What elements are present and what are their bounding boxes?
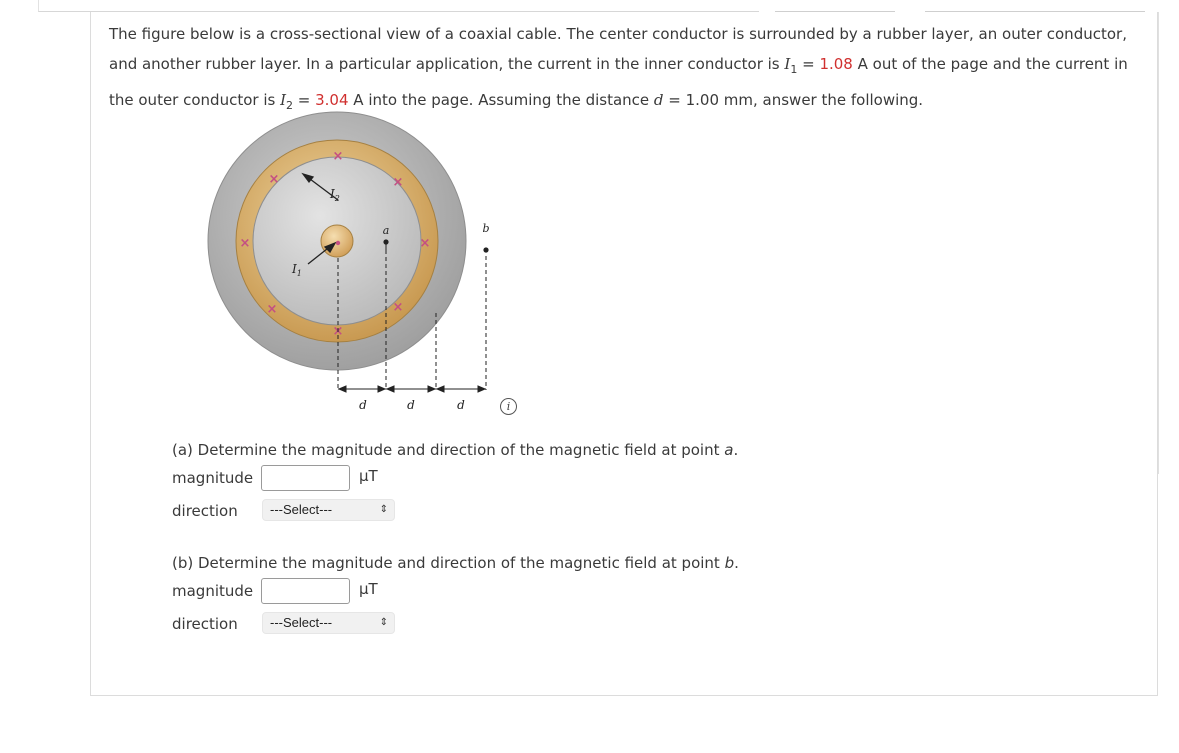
inner-conductor — [321, 225, 353, 257]
part-b-direction-label: direction — [172, 615, 238, 633]
dimension-arrows — [338, 386, 486, 392]
current-I2-value: 3.04 — [315, 91, 349, 109]
info-icon[interactable]: i — [500, 398, 517, 415]
part-a — [172, 440, 872, 540]
cross-mark: × — [332, 324, 344, 339]
current-I1-value: 1.08 — [819, 55, 853, 73]
point-b — [483, 247, 488, 252]
chevron-updown-icon: ⇕ — [379, 617, 388, 628]
label-I1: $I_1$ — [292, 262, 302, 278]
top-divider-mid — [775, 0, 895, 12]
top-divider-right — [925, 0, 1145, 12]
part-b-question: (b) Determine the magnitude and direction of the magnetic field at point b. — [172, 554, 739, 572]
part-b-magnitude-input[interactable] — [261, 578, 350, 604]
part-a-unit: µT — [359, 467, 378, 485]
part-b-direction-select[interactable]: ---Select--- ⇕ — [262, 612, 395, 634]
chevron-updown-icon: ⇕ — [379, 504, 388, 515]
problem-statement: The figure below is a cross-sectional view of a coaxial cable. The center conductor is surrounded by a rubber layer, an outer conductor, and another rubber layer. In a particular application, the current in the inner conductor is $I_1 = 1.08$ A out of the page and the current in the outer conductor is $I_2 = 3.04$ A into the page. Assuming the distance d = 1.00 mm, answer the following. — [109, 25, 1128, 112]
cross-mark: × — [419, 236, 431, 251]
cross-mark: × — [332, 149, 344, 164]
label-d2: d — [407, 398, 415, 412]
coaxial-cable-figure — [200, 108, 530, 420]
label-I2: $I_2$ — [330, 187, 340, 203]
point-a — [383, 239, 388, 244]
part-b — [172, 553, 872, 653]
label-b: b — [482, 222, 490, 235]
cross-mark: × — [392, 300, 404, 315]
frame-edge — [1158, 12, 1159, 474]
label-a: a — [382, 224, 390, 237]
cross-mark: × — [239, 236, 251, 251]
part-a-magnitude-input[interactable] — [261, 465, 350, 491]
cross-mark: × — [268, 172, 280, 187]
inner-conductor-dot — [336, 241, 340, 245]
label-d1: d — [359, 398, 367, 412]
part-a-magnitude-label: magnitude — [172, 469, 254, 487]
cross-mark: × — [266, 302, 278, 317]
part-a-direction-select[interactable]: ---Select--- ⇕ — [262, 499, 395, 521]
cross-mark: × — [392, 175, 404, 190]
part-a-direction-label: direction — [172, 502, 238, 520]
label-d3: d — [457, 398, 465, 412]
part-b-magnitude-label: magnitude — [172, 582, 254, 600]
part-a-question: (a) Determine the magnitude and direction of the magnetic field at point a. — [172, 441, 739, 459]
part-b-unit: µT — [359, 580, 378, 598]
top-divider-left — [38, 0, 759, 12]
